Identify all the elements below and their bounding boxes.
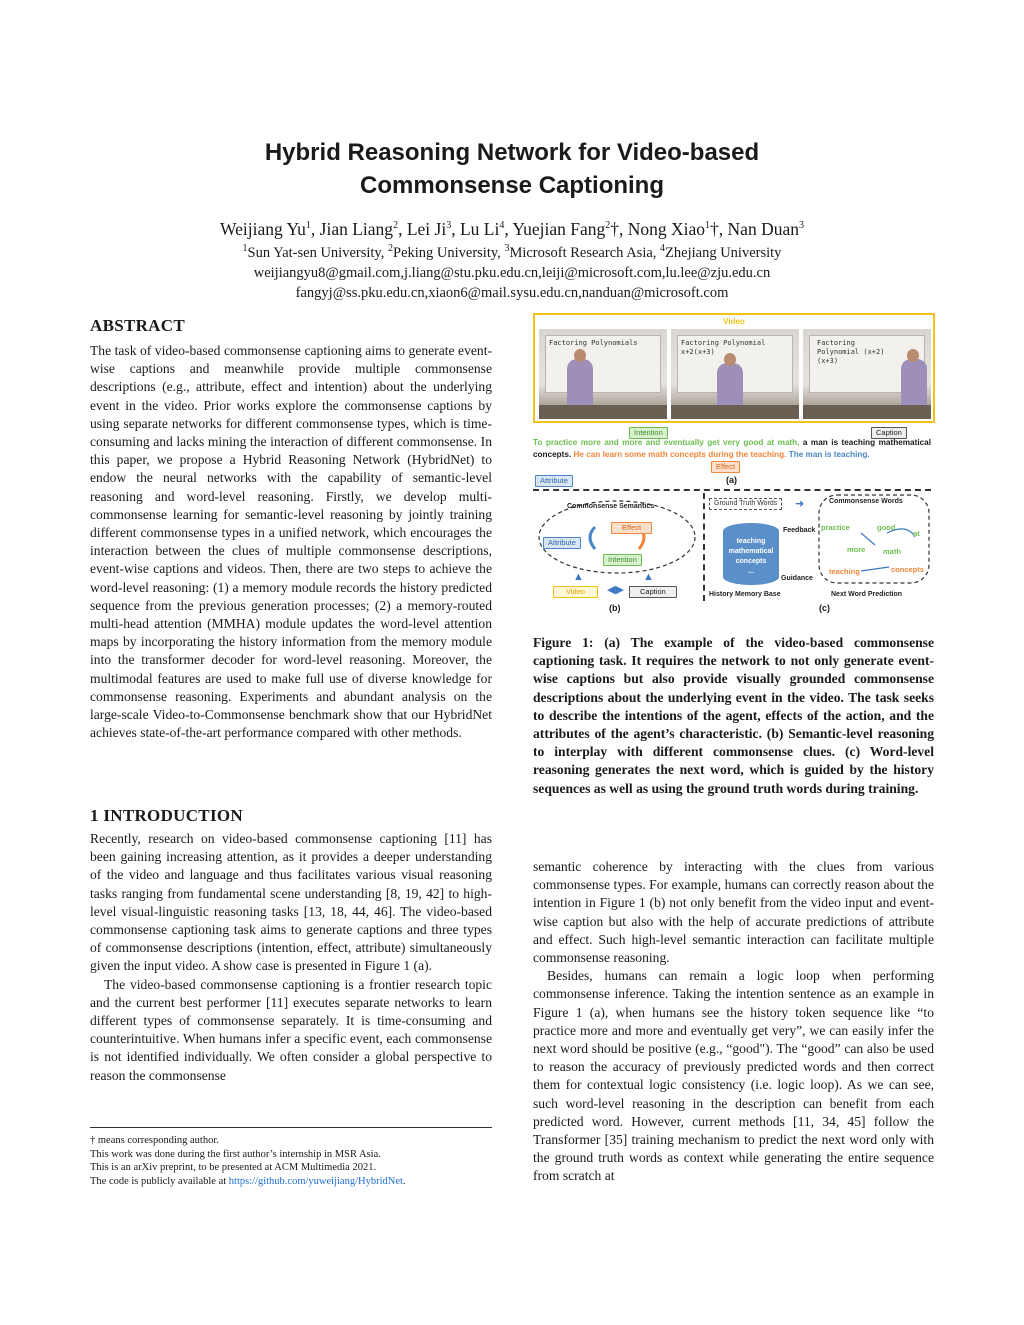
author: Nong Xiao$^1$†, bbox=[627, 219, 728, 239]
abstract-text: The task of video-based commonsense captioning aims to generate event-wise captions and meanwhile provide multiple commonsense descriptions (e.g., attribute, effect and intention) about the underlying event in the video. Prior works explore the commonsense captions by using separate networks for different commonsense types, which is time-consuming and lacks mining the interaction of different commonsense. In this paper, we propose a Hybrid Reasoning Network (HybridNet) to endow the neural networks with the capability of semantic-level reasoning and word-level reasoning. Firstly, we develop multi-commonsense learning for semantic-level reasoning by jointly training different commonsense types in a unified network, which encourages the interaction between the clues of multiple commonsense descriptions, event-wise captions and videos. Then, there are two steps to achieve the word-level reasoning: (1) a memory module records the history predicted sequence from the previous generation processes; (2) a memory-routed multi-head attention (MMHA) module updates the word-level attention maps by incorporating the history information from the memory module into the transformer decoder for word-level reasoning. Moreover, the multimodal features are used to make full use of diverse knowledge for commonsense reasoning. Experiments and abundant analysis on the large-scale Video-to-Commonsense benchmark show that our HybridNet achieves state-of-the-art performance compared with other methods. bbox=[90, 343, 492, 741]
abstract-heading: ABSTRACT bbox=[90, 316, 185, 335]
title-line-1: Hybrid Reasoning Network for Video-based bbox=[264, 139, 760, 166]
left-arrow-icon: ◀▶ bbox=[607, 584, 624, 596]
next-word-label: Next Word Prediction bbox=[831, 591, 903, 598]
video-frame-3: Factoring Polynomial (x+2)(x+3) bbox=[803, 329, 931, 419]
word-concepts: concepts bbox=[891, 565, 924, 574]
tag-caption: Caption bbox=[871, 427, 907, 439]
b-tag-caption: Caption bbox=[629, 586, 677, 598]
video-label: Video bbox=[723, 317, 745, 326]
emails-line-1: weijiangyu8@gmail.com,j.liang@stu.pku.edu.cn,leiji@microsoft.com,lu.lee@zju.edu.cn bbox=[253, 265, 771, 281]
label-a: (a) bbox=[726, 475, 737, 485]
figure-divider bbox=[533, 489, 931, 491]
word-teaching: teaching bbox=[829, 567, 860, 576]
tag-intention: Intention bbox=[629, 427, 668, 439]
video-frames-box bbox=[533, 313, 935, 423]
author-list bbox=[0, 218, 1024, 240]
author: Nan Duan$^3$ bbox=[727, 219, 804, 239]
word-practice: practice bbox=[821, 523, 850, 532]
b-tag-effect: Effect bbox=[611, 522, 652, 534]
intro-heading: 1 INTRODUCTION bbox=[90, 806, 243, 825]
right-arrow-icon: ➜ bbox=[795, 498, 805, 510]
intro-paragraph-2: The video-based commonsense captioning is a frontier research topic and the current best performer [11] executes separate networks to learn different types of commonsense separately. It is time-consuming and counterintuitive. When humans infer a specific event, each commonsense is not identified individually. We often consider a global perspective to reason the commonsense bbox=[90, 976, 492, 1083]
figure-vertical-divider bbox=[703, 493, 705, 601]
figure-1-caption: Figure 1: (a) The example of the video-based commonsense captioning task. It requires the network to not only generate event-wise captions but also provide visually grounded commonsense descriptions about the underlying event in the video. The task seeks to describe the intentions of the agent, effects of the action, and the attributes of the agent’s characteristic. (b) Semantic-level reasoning to interplay with different commonsense clues. (c) Word-level reasoning generates the next word, which is guided by the history sequences as well as using the ground truth words during training. bbox=[533, 635, 934, 796]
right-column-text bbox=[533, 858, 934, 1186]
tag-effect: Effect bbox=[711, 461, 740, 473]
up-arrow-icon: ▲ bbox=[643, 571, 654, 583]
history-memory-label: History Memory Base bbox=[709, 591, 781, 598]
author: Jian Liang$^2$, bbox=[319, 219, 407, 239]
label-c: (c) bbox=[819, 603, 830, 613]
word-math: math bbox=[883, 547, 901, 556]
right-paragraph-2: Besides, humans can remain a logic loop when performing commonsense inference. Taking the intention sentence as an example in Figure 1 (a), when humans see the history token sequence like “to practice more and more and eventually get very”, we can easily infer the next word should be positive (e.g., “good"). The “good” can also be used to reason the accuracy of previously predicted words and then correct them for contextual logic consistency (i.e. logic loop). As we can see, such word-level reasoning in the description can benefit from each predicted word. However, current methods [11, 34, 45] follow the Transformer [35] training mechanism to predict the next word only with the ground truth words as context while generating the entire sequence from scratch at bbox=[533, 968, 934, 1184]
emails-line-2: fangyj@ss.pku.edu.cn,xiaon6@mail.sysu.edu.cn,nanduan@microsoft.com bbox=[295, 285, 729, 301]
author: Weijiang Yu$^1$, bbox=[220, 219, 320, 239]
label-b: (b) bbox=[609, 603, 621, 613]
paper-title bbox=[0, 136, 1024, 202]
word-good: good bbox=[877, 523, 896, 532]
author: Lu Li$^4$, bbox=[459, 219, 513, 239]
video-frame-1: Factoring Polynomials bbox=[539, 329, 667, 419]
feedback-label: Feedback bbox=[783, 527, 816, 534]
title-line-2: Commonsense Captioning bbox=[359, 172, 665, 199]
b-tag-attribute: Attribute bbox=[543, 537, 581, 549]
intro-paragraph-1: Recently, research on video-based commonsense captioning [11] has been gaining increasing attention, as it provides a deeper understanding of the video and language and thus facilitates various visual reasoning tasks ranging from fundamental scene understanding [8, 19, 42] to high-level visual-linguistic reasoning tasks [13, 18, 44, 46]. The video-based commonsense captioning task aims to generate captions and three types of commonsense descriptions (intention, effect, attribute) simultaneously given the input video. A show case is presented in Figure 1 (a). bbox=[90, 831, 492, 974]
affiliations: $^1$Sun Yat-sen University, $^2$Peking University, $^3$Microsoft Research Asia, $^4$Zhejiang University bbox=[242, 243, 782, 261]
word-more: more bbox=[847, 545, 866, 554]
b-tag-video: Video bbox=[553, 586, 598, 598]
up-arrow-icon: ▲ bbox=[573, 571, 584, 583]
figure-1 bbox=[533, 313, 934, 623]
code-link[interactable]: https://github.com/yuweijiang/HybridNet bbox=[228, 1175, 403, 1187]
author: Yuejian Fang$^2$†, bbox=[512, 219, 628, 239]
commonsense-semantics-title: Commonsense Semantics bbox=[567, 503, 655, 510]
ground-truth-words-box: Ground Truth Words bbox=[709, 498, 782, 510]
footnotes: † means corresponding author. This work was done during the first author’s internship in MSR Asia. This is an arXiv preprint, to be presented at ACM Multimedia 2021. The code is publicly available at https://github.com/yuweijiang/HybridNet. bbox=[90, 1127, 492, 1188]
tag-attribute: Attribute bbox=[535, 475, 573, 487]
history-memory-cylinder: teaching mathematical concepts ... bbox=[723, 523, 779, 585]
intro-text bbox=[90, 830, 492, 1085]
word-at: at bbox=[913, 529, 920, 538]
video-frame-2: Factoring Polynomial x+2(x+3) bbox=[671, 329, 799, 419]
author: Lei Ji$^3$, bbox=[406, 219, 460, 239]
commonsense-words-title: Commonsense Words bbox=[829, 498, 903, 505]
b-tag-intention: Intention bbox=[603, 554, 642, 566]
right-paragraph-1: semantic coherence by interacting with the clues from various commonsense types. For example, humans can correctly reason about the intention in Figure 1 (b) not only benefit from the video input and event-wise caption but also with the help of accurate predictions of attribute and effect. Such high-level semantic interaction can facilitate multiple commonsense reasoning. bbox=[533, 859, 934, 966]
guidance-label: Guidance bbox=[781, 575, 813, 582]
figure-example-text: To practice more and more and eventually get very good at math, a man is teaching mathematical concepts. He can learn some math concepts during the teaching. The man is teaching. bbox=[533, 438, 931, 459]
